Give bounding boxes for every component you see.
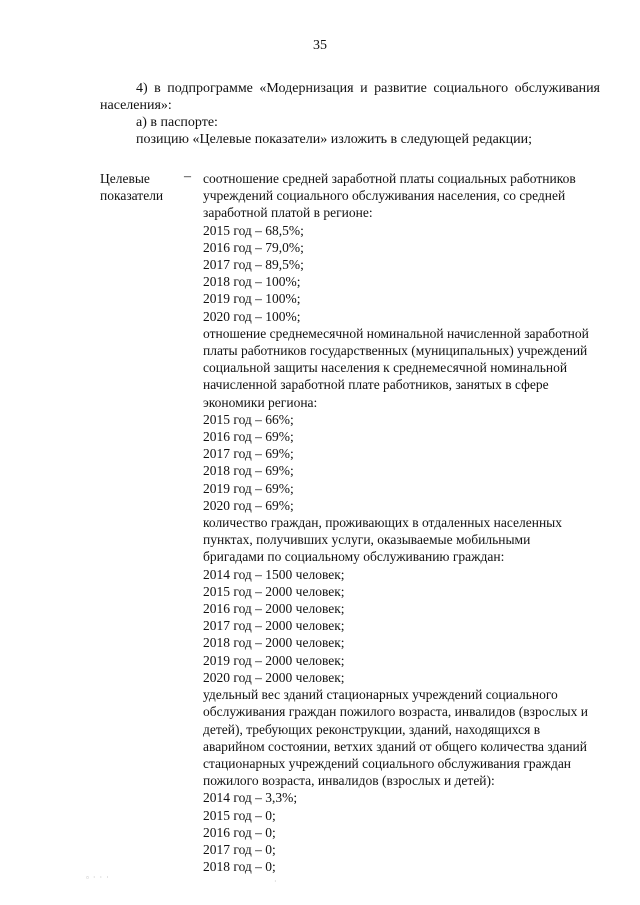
indicator-description-line: количество граждан, проживающих в отдаленных населенных [203, 515, 562, 531]
indicator-description-line: отношение среднемесячной номинальной начисленной заработной [203, 325, 589, 341]
indicator-year-value: 2020 год – 100%; [203, 308, 301, 324]
intro-line-passport: а) в паспорте: [136, 115, 218, 130]
indicator-year-value: 2015 год – 2000 человек; [203, 583, 345, 599]
indicator-year-value: 2017 год – 2000 человек; [203, 618, 345, 634]
indicator-description-line: социальной защиты населения к среднемесячной номинальной [203, 360, 568, 376]
indicator-year-value: 2020 год – 2000 человек; [203, 669, 345, 685]
indicator-description-line: учреждений социального обслуживания населения, со средней [203, 188, 566, 204]
indicator-year-value: 2014 год – 1500 человек; [203, 566, 345, 582]
indicator-block [203, 170, 603, 325]
intro-paragraphs [100, 80, 600, 148]
table-dash: – [184, 169, 191, 184]
indicator-year-value: 2017 год – 89,5%; [203, 257, 304, 273]
indicator-year-value: 2019 год – 2000 человек; [203, 652, 345, 668]
indicator-description-line: экономики региона: [203, 394, 318, 410]
indicator-year-value: 2016 год – 0; [203, 824, 276, 840]
indicator-description-line: соотношение средней заработной платы социальных работников [203, 171, 576, 186]
indicator-description-line: пожилого возраста, инвалидов (взрослых и детей): [203, 773, 495, 789]
indicator-year-value: 2018 год – 69%; [203, 463, 294, 479]
indicator-block [203, 325, 603, 514]
page-number: 35 [313, 38, 327, 53]
indicators-list [203, 170, 603, 875]
indicator-year-value: 2014 год – 3,3%; [203, 790, 298, 806]
scan-artifact-mid: · [274, 877, 277, 886]
indicator-block [203, 514, 603, 686]
indicator-year-value: 2018 год – 2000 человек; [203, 635, 345, 651]
indicator-year-value: 2020 год – 69%; [203, 497, 294, 513]
table-term-cell [100, 170, 180, 204]
indicator-year-value: 2015 год – 68,5%; [203, 222, 304, 238]
indicator-description-line: обслуживания граждан пожилого возраста, инвалидов (взрослых и [203, 704, 588, 720]
indicator-description-line: детей), требующих реконструкции, зданий, находящихся в [203, 721, 541, 737]
indicator-year-value: 2016 год – 2000 человек; [203, 601, 345, 617]
indicator-description-line: стационарных учреждений социального обслуживания граждан [203, 755, 572, 771]
indicator-description-line: заработной платой в регионе: [203, 205, 373, 221]
indicator-description-line: бригадами по социальному обслуживанию граждан: [203, 549, 505, 565]
indicator-year-value: 2015 год – 66%; [203, 411, 294, 427]
indicator-description-line: начисленной заработной плате работников, занятых в сфере [203, 377, 549, 393]
indicator-year-value: 2016 год – 79,0%; [203, 239, 304, 255]
intro-line-subprogram: 4) в подпрограмме «Модернизация и развитие социального обслуживания населения»: [100, 81, 600, 113]
indicator-description-line: аварийном состоянии, ветхих зданий от общего количества зданий [203, 738, 587, 754]
scan-artifact-left: ▫ · · · [86, 873, 110, 882]
indicator-year-value: 2019 год – 69%; [203, 480, 294, 496]
indicator-description-line: платы работников государственных (муниципальных) учреждений [203, 343, 588, 359]
indicator-year-value: 2019 год – 100%; [203, 291, 301, 307]
indicator-year-value: 2017 год – 0; [203, 841, 276, 857]
term-line: Целевые [100, 171, 150, 186]
indicator-description-line: пунктах, получивших услуги, оказываемые мобильными [203, 532, 531, 548]
indicator-year-value: 2016 год – 69%; [203, 429, 294, 445]
indicator-description-line: удельный вес зданий стационарных учреждений социального [203, 687, 558, 703]
indicator-year-value: 2018 год – 100%; [203, 274, 301, 290]
intro-line-position: позицию «Целевые показатели» изложить в следующей редакции; [136, 132, 532, 147]
term-line: показатели [100, 188, 164, 204]
indicator-year-value: 2015 год – 0; [203, 807, 276, 823]
indicator-year-value: 2018 год – 0; [203, 859, 276, 875]
indicator-year-value: 2017 год – 69%; [203, 446, 294, 462]
indicator-block [203, 686, 603, 875]
